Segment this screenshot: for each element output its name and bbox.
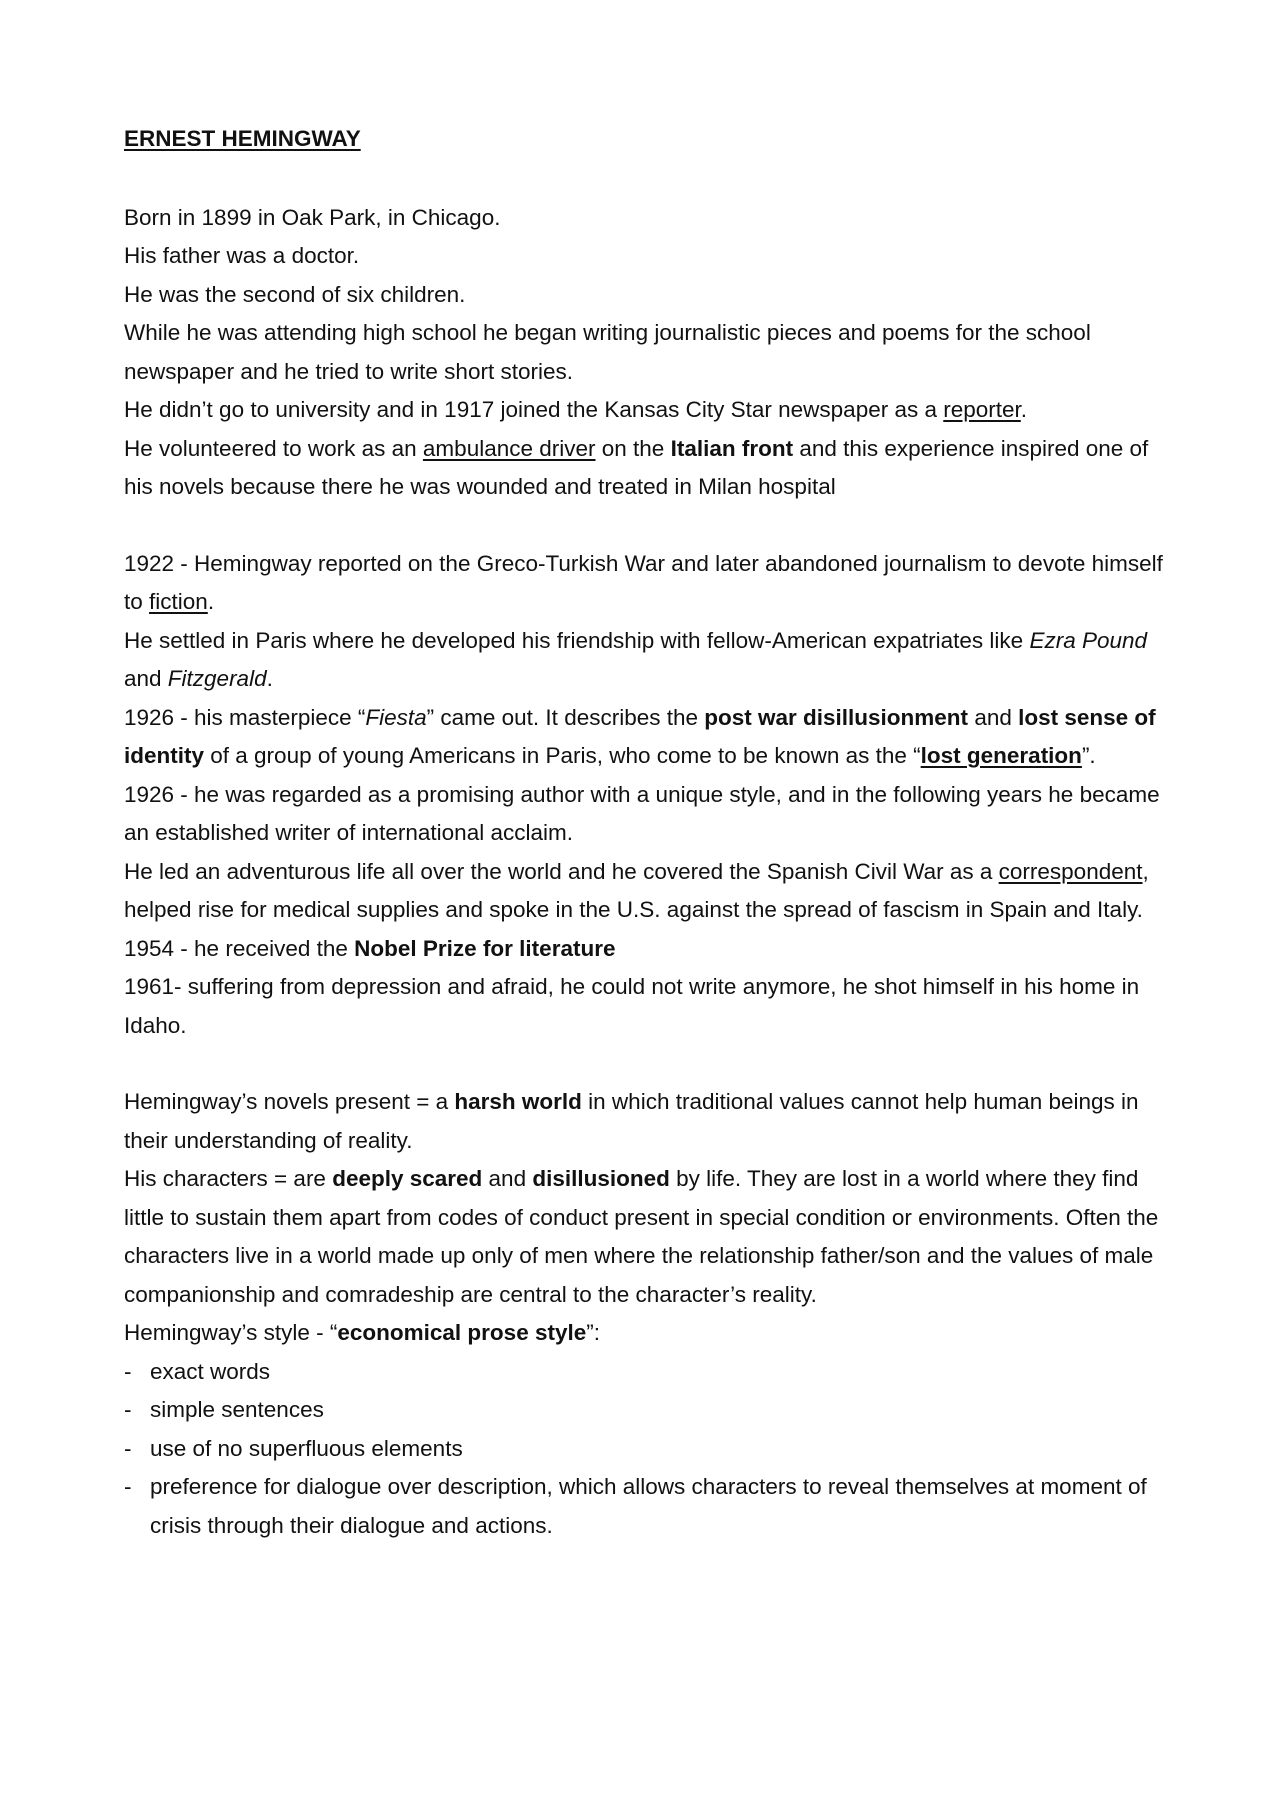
list-item-text: use of no superfluous elements <box>150 1435 463 1461</box>
bold-term-italian-front: Italian front <box>670 435 794 461</box>
paragraph-gap <box>124 507 1180 545</box>
text-run: Hemingway’s style - “ <box>124 1320 338 1345</box>
dash-bullet: - <box>124 1358 132 1384</box>
italic-name-ezra-pound: Ezra Pound <box>1029 627 1148 653</box>
career-line-spanish-civil-war <box>124 853 1180 930</box>
text-run: and <box>482 1166 533 1191</box>
dash-bullet: - <box>124 1397 132 1422</box>
bold-term-deeply-scared: deeply scared <box>332 1166 483 1191</box>
bio-line-siblings: He was the second of six children. <box>124 281 466 307</box>
text-run: . <box>207 589 215 614</box>
bold-term-harsh-world: harsh world <box>454 1089 582 1114</box>
career-line-fiesta <box>124 699 1180 776</box>
list-item-text: simple sentences <box>150 1397 324 1422</box>
list-item-text: exact words <box>150 1358 271 1384</box>
text-run: He settled in Paris where he developed his friendship with fellow-American expatriates like <box>124 627 1030 653</box>
career-section <box>124 545 1180 1046</box>
bio-line-ambulance <box>124 430 1180 507</box>
text-run: He volunteered to work as an <box>124 435 423 461</box>
bio-line-born: Born in 1899 in Oak Park, in Chicago. <box>124 204 501 230</box>
career-line-nobel <box>124 930 1180 969</box>
list-item <box>124 1353 1180 1392</box>
text-run: and this experience inspired one of his novels because there he was wounded and treated in Milan hospital <box>124 435 1149 499</box>
list-item <box>124 1391 1180 1430</box>
text-run: He led an adventurous life all over the world and he covered the Spanish Civil War as a <box>124 858 999 884</box>
bold-term-lost-sense-of-identity: lost sense of identity <box>124 704 1156 768</box>
text-run: ”: <box>586 1320 600 1345</box>
text-run: in which traditional values cannot help human beings in their understanding of reality. <box>124 1089 1139 1153</box>
text-run: Hemingway’s novels present = a <box>124 1089 455 1114</box>
text-run: by life. They are lost in a world where they find little to sustain them apart from codes of conduct present in special condition or environments. Often the characters live in a world made up only of men where the relationship father/son and the values of male companionship and comradeship are central to the character’s reality. <box>124 1166 1159 1307</box>
dash-bullet: - <box>124 1435 132 1461</box>
career-line-1961: 1961- suffering from depression and afraid, he could not write anymore, he shot himself in his home in Idaho. <box>124 974 1140 1038</box>
text-run: 1926 - his masterpiece “ <box>124 704 366 730</box>
document-title: ERNEST HEMINGWAY <box>124 126 361 151</box>
text-run: of a group of young Americans in Paris, who come to be known as the “ <box>204 743 921 768</box>
bold-term-economical-prose-style: economical prose style <box>337 1320 587 1345</box>
underlined-term-ambulance-driver: ambulance driver <box>422 435 596 461</box>
text-run: His characters = are <box>124 1166 333 1191</box>
bio-line-high-school: While he was attending high school he began writing journalistic pieces and poems for the school newspaper and he tried to write short stories. <box>124 320 1091 384</box>
style-line-novels <box>124 1083 1180 1160</box>
text-run: ”. <box>1081 743 1096 768</box>
bold-underlined-term-lost-generation: lost generation <box>920 743 1082 768</box>
career-line-promising-author: 1926 - he was regarded as a promising author with a unique style, and in the following years he became an established writer of international acclaim. <box>124 781 1160 845</box>
italic-title-fiesta: Fiesta <box>365 704 427 730</box>
text-run: 1954 - he received the <box>124 935 355 961</box>
career-line-1922 <box>124 545 1180 622</box>
underlined-term-correspondent: correspondent <box>998 858 1143 884</box>
style-section <box>124 1083 1180 1545</box>
list-item <box>124 1468 1180 1545</box>
text-run: . <box>266 666 273 691</box>
style-line-characters <box>124 1160 1180 1314</box>
bio-line-reporter <box>124 391 1180 430</box>
text-run: on the <box>595 435 671 461</box>
underlined-term-fiction: fiction <box>149 589 208 614</box>
list-item-text: preference for dialogue over description, which allows characters to reveal themselves at moment of crisis through their dialogue and actions. <box>150 1474 1147 1538</box>
text-run: ” came out. It describes the <box>426 704 705 730</box>
text-run: 1922 - Hemingway reported on the Greco-Turkish War and later abandoned journalism to devote himself to <box>124 550 1163 614</box>
biography-section <box>124 199 1180 507</box>
text-run: , helped rise for medical supplies and spoke in the U.S. against the spread of fascism in Spain and Italy. <box>124 858 1149 922</box>
text-run: and <box>124 666 168 691</box>
bio-line-father: His father was a doctor. <box>124 243 360 268</box>
dash-bullet: - <box>124 1474 132 1499</box>
text-run: He didn’t go to university and in 1917 joined the Kansas City Star newspaper as a <box>124 397 944 422</box>
text-run: . <box>1020 397 1028 422</box>
underlined-term-reporter: reporter <box>943 397 1021 422</box>
career-line-paris <box>124 622 1180 699</box>
style-line-prose <box>124 1314 1180 1353</box>
bold-term-disillusioned: disillusioned <box>532 1166 670 1191</box>
paragraph-gap <box>124 1045 1180 1083</box>
italic-name-fitzgerald: Fitzgerald <box>167 666 267 691</box>
bold-term-nobel-prize: Nobel Prize for literature <box>354 935 616 961</box>
bold-term-post-war-disillusionment: post war disillusionment <box>704 704 969 730</box>
list-item <box>124 1430 1180 1469</box>
text-run: and <box>968 704 1019 730</box>
style-feature-list <box>124 1353 1180 1546</box>
